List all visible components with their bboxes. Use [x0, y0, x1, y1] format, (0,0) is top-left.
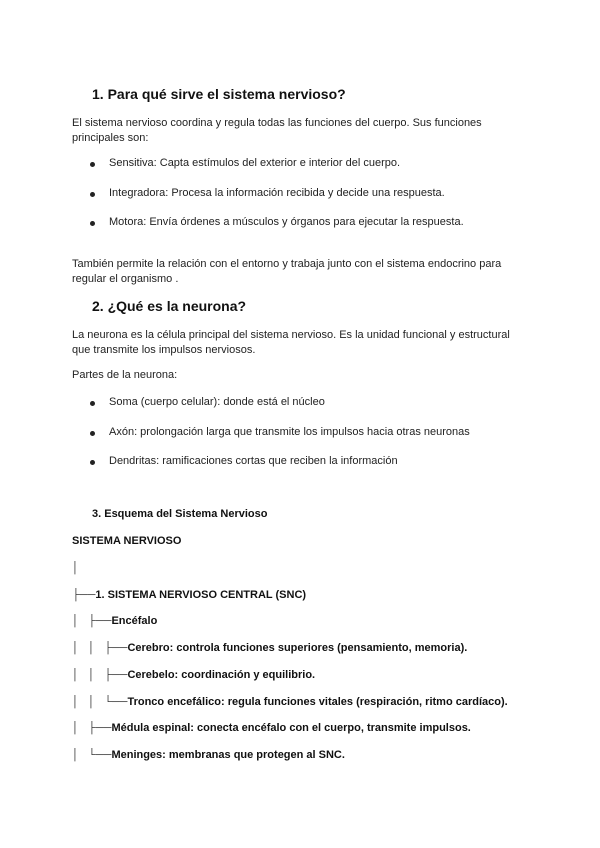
tree-line: [72, 722, 471, 734]
section-1-intro-line-2: principales son:: [72, 132, 149, 144]
list-item: [109, 157, 400, 169]
bullet-icon: [90, 431, 95, 436]
tree-line: [72, 642, 467, 654]
tree-connector: │ └──: [72, 749, 112, 761]
tree-node-label: Cerebro: controla funciones superiores (pensamiento, memoria).: [127, 642, 468, 654]
tree-connector: │ │ ├──: [72, 642, 128, 654]
tree-connector: │ ├──: [72, 615, 112, 627]
tree-root: SISTEMA NERVIOSO: [72, 535, 182, 547]
tree-connector: │: [72, 562, 79, 574]
tree-line: [72, 589, 306, 601]
section-1-intro-line-1: El sistema nervioso coordina y regula todas las funciones del cuerpo. Sus funciones: [72, 117, 482, 129]
section-1-heading: 1. Para qué sirve el sistema nervioso?: [92, 86, 346, 102]
list-item-text: Sensitiva: Capta estímulos del exterior e interior del cuerpo.: [109, 157, 401, 169]
list-item: [109, 396, 325, 408]
list-item: [109, 187, 445, 199]
tree-node-label: Meninges: membranas que protegen al SNC.: [111, 749, 345, 761]
list-item: [109, 216, 464, 228]
section-2-heading: 2. ¿Qué es la neurona?: [92, 298, 247, 314]
section-1-outro-line-1: También permite la relación con el entorno y trabaja junto con el sistema endocrino para: [72, 258, 502, 270]
tree-connector: ├──: [72, 589, 96, 601]
tree-line: [72, 696, 508, 708]
tree-connector: │ │ └──: [72, 696, 128, 708]
section-3-heading: 3. Esquema del Sistema Nervioso: [92, 508, 268, 520]
section-2-intro-line-2: que transmite los impulsos nerviosos.: [72, 344, 256, 356]
list-item-text: Dendritas: ramificaciones cortas que reciben la información: [109, 455, 398, 467]
tree-node-label: 1. SISTEMA NERVIOSO CENTRAL (SNC): [95, 589, 307, 601]
tree-line: [72, 615, 157, 627]
bullet-icon: [90, 401, 95, 406]
tree-node-label: Tronco encefálico: regula funciones vitales (respiración, ritmo cardíaco).: [127, 696, 508, 708]
bullet-icon: [90, 460, 95, 465]
list-item-text: Soma (cuerpo celular): donde está el núcleo: [109, 396, 325, 408]
section-1-outro-line-2: regular el organismo .: [72, 273, 179, 285]
bullet-icon: [90, 221, 95, 226]
tree-node-label: Encéfalo: [111, 615, 158, 627]
tree-connector: │ │ ├──: [72, 669, 128, 681]
bullet-icon: [90, 192, 95, 197]
tree-line: [72, 562, 79, 574]
tree-line: [72, 669, 315, 681]
section-2-intro-line-1: La neurona es la célula principal del sistema nervioso. Es la unidad funcional y estructural: [72, 329, 510, 341]
list-item: [109, 455, 398, 467]
tree-node-label: Médula espinal: conecta encéfalo con el cuerpo, transmite impulsos.: [111, 722, 471, 734]
tree-line: [72, 749, 345, 761]
list-item-text: Axón: prolongación larga que transmite los impulsos hacia otras neuronas: [109, 426, 470, 438]
neuron-parts-label: Partes de la neurona:: [72, 369, 178, 381]
bullet-icon: [90, 162, 95, 167]
list-item: [109, 426, 470, 438]
tree-node-label: Cerebelo: coordinación y equilibrio.: [127, 669, 316, 681]
list-item-text: Integradora: Procesa la información recibida y decide una respuesta.: [109, 187, 445, 199]
tree-connector: │ ├──: [72, 722, 112, 734]
list-item-text: Motora: Envía órdenes a músculos y órganos para ejecutar la respuesta.: [109, 216, 464, 228]
